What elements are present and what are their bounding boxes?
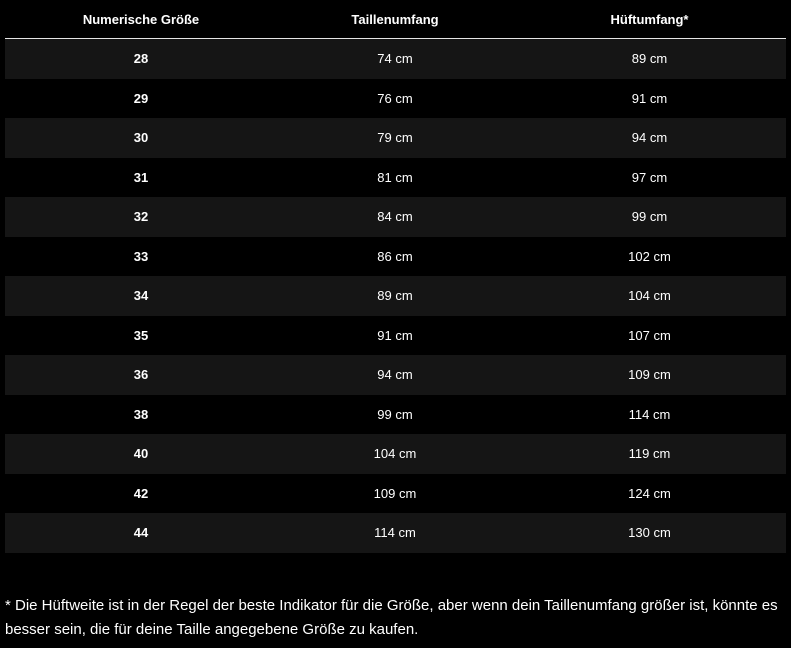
size-chart-header <box>5 0 786 39</box>
header-row <box>5 0 786 39</box>
cell-hip: 109 cm <box>628 367 671 383</box>
cell-numeric-size: 42 <box>133 485 149 501</box>
table-row <box>5 316 786 356</box>
cell-numeric-size: 32 <box>133 209 149 225</box>
size-chart-table <box>5 0 786 553</box>
table-row <box>5 434 786 474</box>
cell-hip: 99 cm <box>631 209 668 225</box>
cell-numeric-size: 38 <box>133 406 149 422</box>
cell-hip: 119 cm <box>628 446 671 462</box>
table-row <box>5 39 786 79</box>
cell-hip: 114 cm <box>628 406 671 422</box>
cell-hip: 124 cm <box>628 485 671 501</box>
cell-numeric-size: 36 <box>133 367 149 383</box>
cell-waist: 76 cm <box>377 90 413 106</box>
footnote-text: * Die Hüftweite ist in der Regel der beste Indikator für die Größe, aber wenn dein Taillenumfang größer ist, könnte es besser sein, die für deine Taille angegebene Größe zu kaufen. <box>5 597 778 638</box>
cell-waist: 74 cm <box>377 51 413 67</box>
table-row <box>5 237 786 277</box>
cell-numeric-size: 34 <box>133 288 149 304</box>
table-row <box>5 355 786 395</box>
header-waist: Taillenumfang <box>277 0 513 39</box>
header-hip: Hüftumfang* <box>513 0 786 39</box>
cell-waist: 89 cm <box>377 288 413 304</box>
table-row <box>5 474 786 514</box>
table-row <box>5 395 786 435</box>
table-row <box>5 513 786 553</box>
cell-hip: 91 cm <box>631 90 668 106</box>
cell-waist: 94 cm <box>377 367 413 383</box>
cell-numeric-size: 30 <box>133 130 149 146</box>
cell-numeric-size: 40 <box>133 446 149 462</box>
cell-numeric-size: 29 <box>133 90 149 106</box>
header-numeric-size: Numerische Größe <box>5 0 277 39</box>
cell-hip: 104 cm <box>628 288 671 304</box>
cell-numeric-size: 33 <box>133 248 149 264</box>
size-chart-body <box>5 39 786 553</box>
cell-waist: 99 cm <box>377 406 413 422</box>
cell-waist: 86 cm <box>377 248 413 264</box>
table-row <box>5 118 786 158</box>
cell-numeric-size: 44 <box>133 525 149 541</box>
cell-hip: 94 cm <box>631 130 668 146</box>
table-row <box>5 276 786 316</box>
cell-hip: 102 cm <box>628 248 671 264</box>
cell-numeric-size: 35 <box>133 327 149 343</box>
cell-hip: 107 cm <box>628 327 671 343</box>
cell-waist: 104 cm <box>373 446 417 462</box>
table-row <box>5 79 786 119</box>
cell-hip: 97 cm <box>631 169 668 185</box>
cell-waist: 81 cm <box>377 169 413 185</box>
table-row <box>5 197 786 237</box>
cell-waist: 91 cm <box>377 327 413 343</box>
cell-numeric-size: 28 <box>133 51 149 67</box>
cell-waist: 79 cm <box>377 130 413 146</box>
cell-waist: 109 cm <box>373 485 417 501</box>
cell-hip: 130 cm <box>628 525 671 541</box>
cell-waist: 114 cm <box>374 525 416 541</box>
cell-numeric-size: 31 <box>133 169 149 185</box>
table-row <box>5 158 786 198</box>
cell-waist: 84 cm <box>377 209 413 225</box>
cell-hip: 89 cm <box>631 51 668 67</box>
